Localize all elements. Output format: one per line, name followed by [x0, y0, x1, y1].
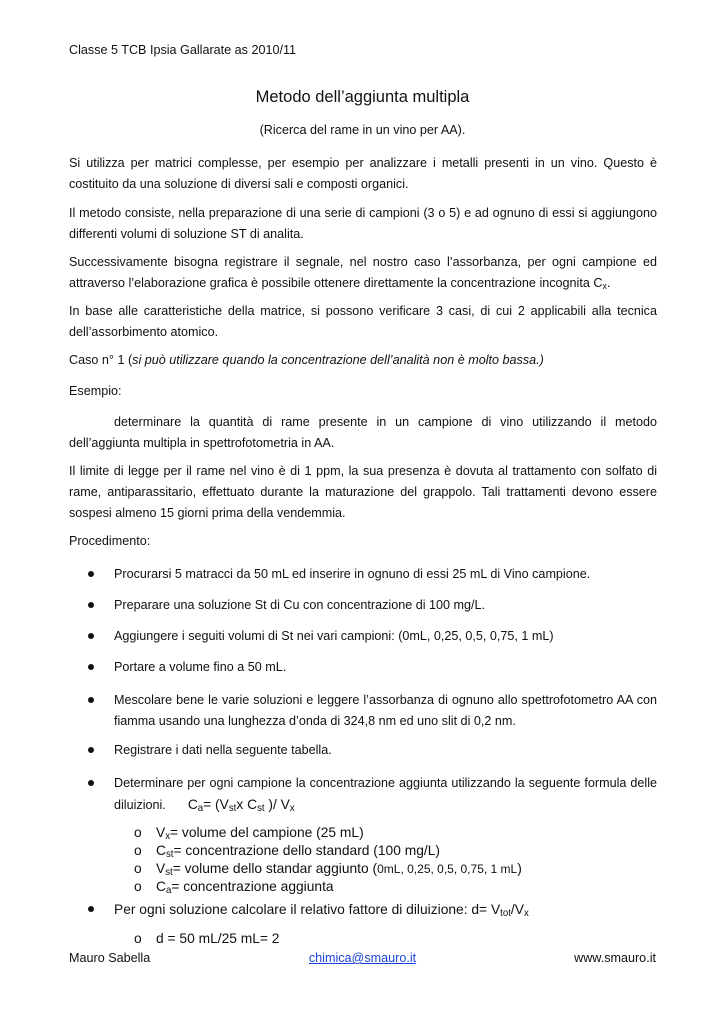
paragraph-case-1: Caso n° 1 (si può utilizzare quando la concentrazione dell’analità non è molto bassa.)	[69, 353, 544, 367]
bullet-icon	[88, 697, 94, 703]
paragraph-legal-limit: Il limite di legge per il rame nel vino è di 1 ppm, la sua presenza è dovuta al trattamento con solfato di rame, antiparassitario, effettuato durante la maturazione del grappolo. Tali trattamenti devono essere sospesi almeno 15 giorni prima della vendemmia.	[69, 464, 657, 520]
footer-website: www.smauro.it	[574, 951, 656, 965]
circle-bullet-icon: o	[134, 861, 142, 876]
bullet-icon	[88, 571, 94, 577]
paragraph-cases: In base alle caratteristiche della matrice, si possono verificare 3 casi, di cui 2 applicabili alla tecnica dell’assorbimento atomico.	[69, 304, 657, 339]
circle-bullet-icon: o	[134, 843, 142, 858]
paragraph-example-label: Esempio:	[69, 384, 122, 398]
document-subtitle: (Ricerca del rame in un vino per AA).	[259, 123, 466, 137]
circle-bullet-icon: o	[134, 825, 142, 840]
circle-bullet-icon: o	[134, 931, 142, 946]
bullet-icon	[88, 664, 94, 670]
circle-bullet-icon: o	[134, 879, 142, 894]
paragraph-procedure-label: Procedimento:	[69, 534, 151, 548]
document-title: Metodo dell’aggiunta multipla	[255, 88, 470, 106]
footer-author: Mauro Sabella	[69, 951, 151, 965]
page-header: Classe 5 TCB Ipsia Gallarate as 2010/11	[69, 43, 297, 57]
paragraph-signal: Successivamente bisogna registrare il segnale, nel nostro caso l’assorbanza, per ogni campione ed attraverso l’elaborazione grafica è possibile ottenere direttamente la concentrazione incognita $C_x$.	[69, 255, 657, 291]
bullet-icon	[88, 602, 94, 608]
bullet-icon	[88, 906, 94, 912]
paragraph-method: Il metodo consiste, nella preparazione di una serie di campioni (3 o 5) e ad ognuno di essi si aggiungono differenti volumi di soluzione ST di analita.	[69, 206, 657, 241]
document-page: Classe 5 TCB Ipsia Gallarate as 2010/11 Metodo dell’aggiunta multipla (Ricerca del rame in un vino per AA). Si utilizza per matrici complesse, per esempio per analizzare i metalli presenti in un vino. Questo è costituito da una soluzione di diversi sali e composti organici. Il metodo consiste, nella preparazione di una serie di campioni (3 o 5) e ad ognuno di essi si aggiungono differenti volumi di soluzione ST di analita. Successivamente bisogna registrare il segnale, nel nostro caso l’assorbanza, per ogni campione ed attraverso l’elaborazione grafica è possibile ottenere direttamente la concentrazione incognita $C_x$. In base alle caratteristiche della matrice, si possono verificare 3 casi, di cui 2 applicabili alla tecnica dell’assorbimento atomico. Caso n° 1 (si può utilizzare quando la concentrazione dell’analità non è molto bassa.) Esempio: determinare la quantità di rame presente in un campione di vino utilizzando il metodo dell’aggiunta multipla in spettrofotometria in AA. Il limite di legge per il rame nel vino è di 1 ppm, la sua presenza è dovuta al trattamento con solfato di rame, antiparassitario, effettuato durante la maturazione del grappolo. Tali trattamenti devono essere sospesi almeno 15 giorni prima della vendemmia. Procedimento: Procurarsi 5 matracci da 50 mL ed inserire in ognuno di essi 25 mL di Vino campione. Preparare una soluzione St di Cu con concentrazione di 100 mg/L. Aggiungere i seguiti volumi di St nei vari campioni: (0mL, 0,25, 0,5, 0,75, 1 mL) Portare a volume fino a 50 mL. Mescolare bene le varie soluzioni e leggere l’assorbanza di ognuno allo spettrofotometro AA con fiamma usando una lunghezza d’onda di 324,8 nm ed uno slit di 0,2 nm. Registrare i dati nella seguente tabella. Determinare per ogni campione la concentrazione aggiunta utilizzando la seguente formula delle diluizioni. $C_a= (V_{st}x$ $C_{st}$ )/ $V_x$ o $V_x=$ volume del campione (25 mL) o $C_{st}=$ concentrazione dello standard (100 mg/L) o $V_{st}=$ volume dello standar aggiunto (0mL, 0,25, 0,5, 0,75, 1 mL) o $C_a=$ concentrazione aggiunta Per ogni soluzione calcolare il relativo fattore di diluizione: $d= V_{tot}/V_x$ o d = 50 mL/25 mL= 2 Mauro Sabella chimica@smauro.it www.smauro.it	[0, 0, 725, 1024]
bullet-icon	[88, 747, 94, 753]
email-link[interactable]: chimica@smauro.it	[308, 951, 417, 965]
bullet-icon	[88, 780, 94, 786]
paragraph-intro: Si utilizza per matrici complesse, per esempio per analizzare i metalli presenti in un vino. Questo è costituito da una soluzione di diversi sali e composti organici.	[69, 156, 657, 191]
paragraph-example: determinare la quantità di rame presente in un campione di vino utilizzando il metodo dell’aggiunta multipla in spettrofotometria in AA.	[69, 415, 657, 450]
bullet-icon	[88, 633, 94, 639]
dilution-formula: $C_a= (V_{st}x$ $C_{st}$ )/ $V_x$	[187, 797, 295, 814]
